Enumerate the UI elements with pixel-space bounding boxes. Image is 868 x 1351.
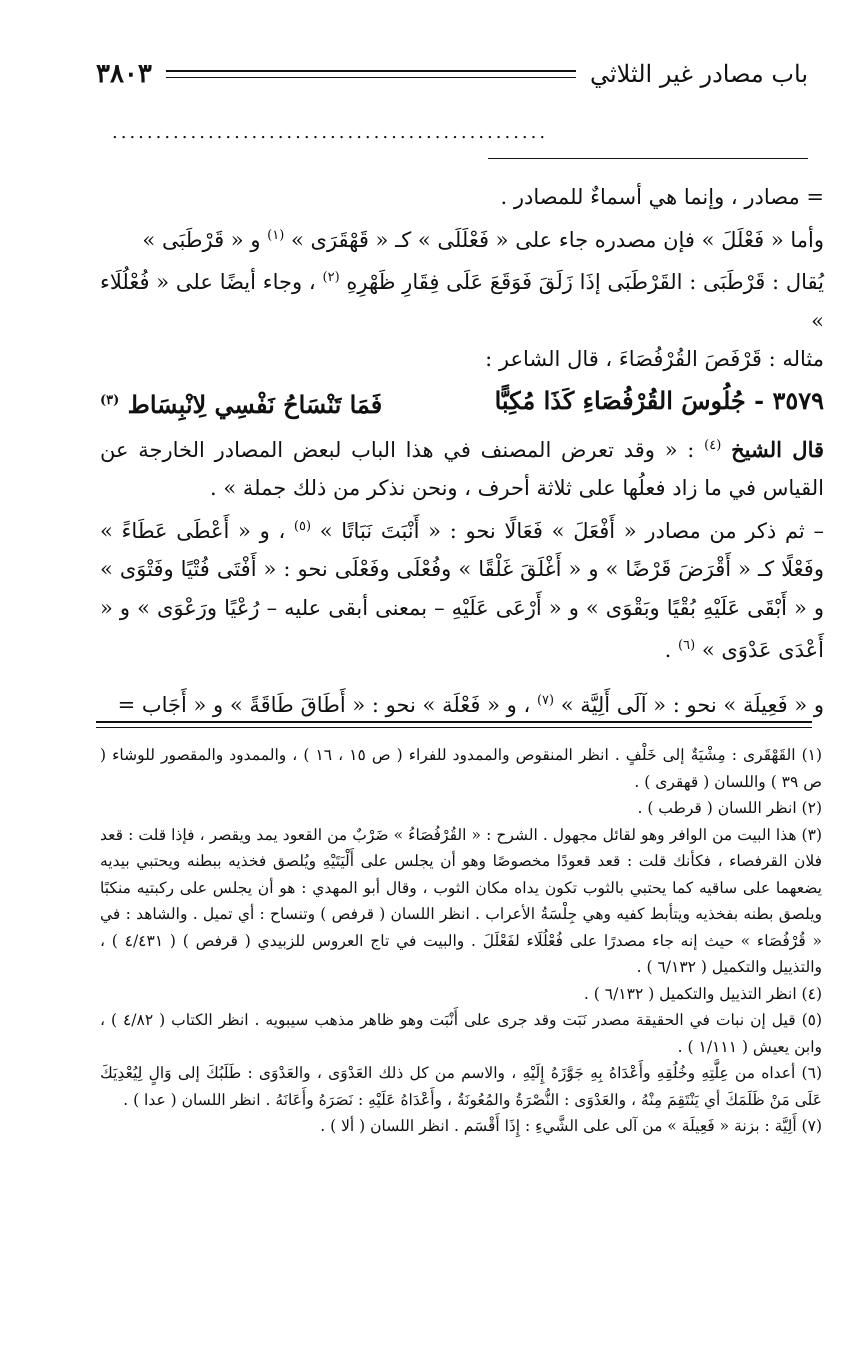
footnotes <box>100 742 822 1140</box>
footnote-rule <box>96 721 812 728</box>
main-text <box>100 178 824 724</box>
poem-second-half <box>100 379 382 427</box>
text-line-3 <box>100 259 824 340</box>
note-ref-7: (٧) <box>536 692 555 708</box>
sheikh-label: قال الشيخ <box>731 436 825 462</box>
dotted-separator: .................................................. <box>112 122 549 143</box>
masdar-text-middle: ، و « أَعْطَى عَطَاءً » وفَعْلًا كـ « أَقْرَضَ قَرْضًا » و « أَغْلَقَ غَلْقًا » وفُعْلَى وفَعْلَى نحو : « أَفْتَى فُتْيًا وفَتْوَى » و « أَبْقَى عَلَيْهِ بُقْيًا وبَقْوَى » و « أَرْعَى عَلَيْهِ – بمعنى أبقى عليه – رُعْيًا ورَعْوَى » و « أَعْدَى عَدْوَى » <box>100 518 824 662</box>
poem-second-text: فَمَا تَنْسَاحُ نَفْسِي لِانْبِسَاط <box>127 389 383 419</box>
footnote-4: (٤) انظر التذييل والتكميل ( ٦/١٣٢ ) . <box>583 984 822 1003</box>
text-line-2-end: و « قَرْطَبَى » <box>142 227 261 252</box>
page-number: ٣٨٠٣ <box>96 59 152 89</box>
text-line-2-main: وأما « فَعْلَلَ » فإن مصدره جاء على « فَعْلَلَى » كـ « قَهْقَرَى » <box>290 227 824 252</box>
poem-number: ٣٥٧٩ - <box>754 385 824 415</box>
note-ref-3: (٣) <box>100 392 120 408</box>
note-ref-1: (١) <box>267 227 285 243</box>
footnote-3: (٣) هذا البيت من الوافر وهو لقائل مجهول . الشرح : « القُرْفُصَاءُ » ضَرْبٌ من القعود يمد ويقصر ، فإذا قلت : قعد فلان القرفصاء ، فكأنك قلت : قعد قعودًا مخصوصًا وهو أن يجلس على أَلْيَتَيْهِ ويُلصق فخذيه ببطنه ويحتبي بيديه يضعهما على ساقيه كما يحتبي بالثوب تكون يداه مكان الثوب ، وقال أبو المهدي : هو أن يجلس على ركبتيه منكبًا ويلصق بطنه بفخذيه ويتأبط كفيه وهي جِلْسَةُ الأعراب . انظر اللسان ( قرفص ) وتنساح : أي تميل . والشاهد : في « قُرْفُصَاء » حيث إنه جاء مصدرًا على فُعْلُلَاء لفَعْلَلَ . والبيت في تاج العروس للزبيدي ( قرفص ) ( ٤/٤٣١ ) ، والتذييل والتكميل ( ٦/١٣٢ ) . <box>100 825 823 976</box>
short-rule <box>488 158 808 159</box>
header-rule <box>166 70 576 78</box>
text-line-3-main: يُقال : قَرْطَبَى : القَرْطَبَى إذَا زَلَقَ فَوَقَعَ عَلَى فِقَارِ ظَهْرِهِ <box>346 270 824 294</box>
note-ref-6: (٦) <box>678 638 696 653</box>
poem-first-text: جُلُوسَ القُرْفُصَاءِ كَذَا مُكِبًّا <box>494 385 746 415</box>
text-line-4: مثاله : قَرْفَصَ القُرْفُصَاءَ ، قال الشاعر : <box>485 347 824 371</box>
sheikh-text: : « وقد تعرض المصنف في هذا الباب لبعض المصادر الخارجة عن القياس في ما زاد فعلُها على ثلاثة أحرف ، ونحن نذكر من ذلك جملة » . <box>100 437 824 500</box>
text-line-1: = مصادر ، وإنما هي أسماءٌ للمصادر . <box>500 185 824 209</box>
final-line <box>100 682 824 725</box>
masdar-text-end: . <box>664 638 672 662</box>
text-line-2 <box>100 217 824 260</box>
note-ref-5: (٥) <box>293 518 312 534</box>
footnote-6: (٦) أعداه من عِلَّتِهِ وخُلُقِهِ وأَعْدَاهُ بِهِ جَوَّزَهُ إِلَيْهِ ، والاسم من كل ذلك العَدْوَى ، والعَدْوَى : طَلَبُكَ إلى وَالٍ لِيُعْدِيَكَ عَلَى مَنْ ظَلَمَكَ أي يَنْتَقِمَ مِنْهُ ، والعَدْوَى : النُّصْرَةُ والمُعُونَةُ ، وأَعْدَاهُ عَلَيْهِ : نَصَرَهُ وأَعَانَهُ . انظر اللسان ( عدا ) . <box>100 1064 822 1109</box>
poem-verse <box>100 379 824 427</box>
footnote-5: (٥) قيل إن نبات في الحقيقة مصدر نَبَت وقد جرى على أَنْبَت وهو ظاهر مذهب سيبويه . انظر الكتاب ( ٤/٨٢ ) ، وابن يعيش ( ١/١١١ ) . <box>100 1011 823 1056</box>
final-line-start: و « فَعِيلَة » نحو : « آلَى أَلِيَّة » <box>560 692 824 717</box>
masdar-text-start: – ثم ذكر من مصادر « أَفْعَلَ » فَعَالًا نحو : « أَنْبَتَ نَبَاتًا » <box>319 518 824 543</box>
masdar-paragraph <box>100 508 824 670</box>
text-line-3-end: ، وجاء أيضًا على « فُعْلُلَاء » <box>100 270 824 333</box>
footnote-2: (٢) انظر اللسان ( قرطب ) . <box>637 799 822 817</box>
footnote-1: (١) القَهْقَرى : مِشْيَةٌ إلى خَلْفٍ . انظر المنقوص والممدود للفراء ( ص ١٥ ، ١٦ ) ، والممدود والمقصور للوشاء ( ص ٣٩ ) واللسان ( قهقرى ) . <box>100 746 823 791</box>
note-ref-2: (٢) <box>322 270 340 285</box>
footnote-7: (٧) أَلِيَّة : بزنة « فَعِيلَة » من آلى على الشَّيءِ : إِذَا أَقْسَم . انظر اللسان ( ألا ) . <box>320 1117 822 1135</box>
running-title: باب مصادر غير الثلاثي <box>590 60 808 88</box>
sheikh-paragraph <box>100 427 824 508</box>
final-line-end: ، و « فَعْلَة » نحو : « أَطَاقَ طَاقَةً » و « أَجَاب = <box>117 692 531 717</box>
page-header <box>96 52 808 96</box>
poem-first-half <box>495 379 824 427</box>
note-ref-4: (٤) <box>704 437 722 453</box>
